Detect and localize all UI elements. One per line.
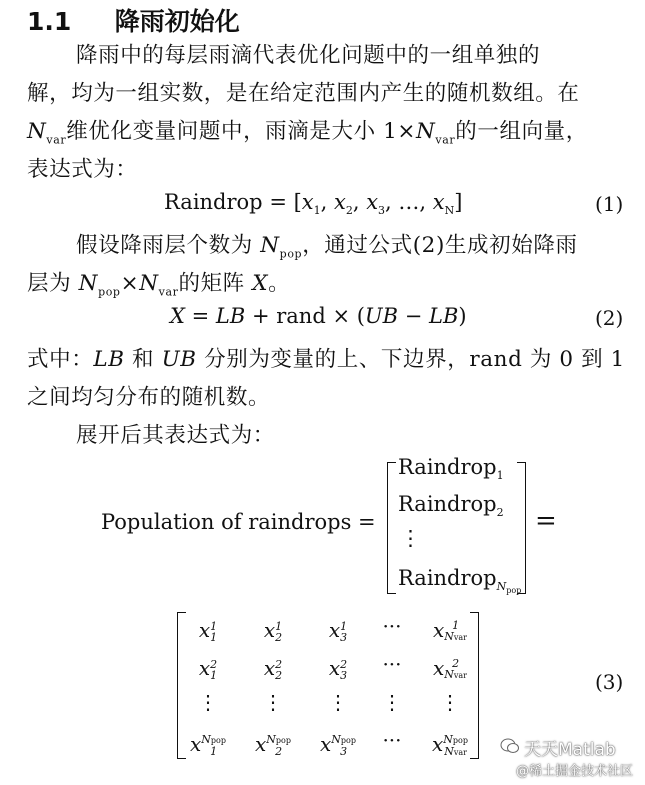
eq3-row-4 [398, 566, 522, 596]
var-n2: N [416, 119, 436, 144]
eq3-row-2 [398, 492, 504, 520]
matrix-vdots-2: ⋮ [328, 690, 348, 714]
eq1-lhs: Raindrop [164, 190, 263, 214]
matrix-sub: 1 [210, 668, 218, 682]
matrix-hdots-3: ··· [382, 728, 402, 752]
matrix-cell-3-0 [178, 732, 238, 757]
eq3-equals: = [535, 506, 557, 536]
eq3-row4-sub: N [496, 580, 507, 594]
matrix-sub: 2 [275, 630, 283, 644]
eq1-x1: x [301, 190, 314, 214]
eq1-x2: x [333, 190, 346, 214]
eq2-number: (2) [595, 306, 624, 330]
matrix-x: x [190, 732, 202, 756]
para2-l2-times: × [120, 271, 140, 296]
matrix-vdots-4: ⋮ [440, 690, 460, 714]
matrix-x: x [198, 618, 211, 642]
matrix-cell-0-4 [420, 618, 480, 643]
para2-l2-b: 的矩阵 [178, 271, 253, 296]
para2-l2-sub: pop [98, 285, 121, 299]
section-title: 降雨初始化 [114, 7, 240, 36]
eq1-number: (1) [595, 192, 624, 216]
eq2-close: ) [458, 304, 467, 328]
para3-l1-a: 式中： [27, 347, 94, 372]
matrix-x: x [255, 732, 267, 756]
eq1-xn: x [432, 190, 445, 214]
matrix-x: x [432, 656, 445, 680]
equation-2 [170, 304, 467, 328]
para2-l2-X: X [252, 271, 269, 296]
section-number: 1.1 [27, 7, 72, 36]
para2-l2-var2: N [139, 271, 159, 296]
matrix-x: x [432, 732, 444, 756]
matrix-x: x [328, 656, 341, 680]
para3-UB: UB [161, 347, 197, 372]
matrix-sub: Nvar [444, 668, 468, 681]
eq3-row2-sub: 2 [496, 506, 504, 520]
eq2-minus: − [398, 304, 430, 328]
section-heading [27, 2, 240, 38]
matrix-sup: 2 [275, 657, 283, 671]
matrix-sub: 1 [210, 745, 218, 758]
matrix-x: x [263, 656, 276, 680]
matrix-sup: Npop [331, 733, 356, 746]
eq2-LB: LB [215, 304, 246, 328]
eq3-number: (3) [595, 670, 624, 694]
matrix-cell-1-1 [243, 656, 303, 681]
matrix-sup: Npop [443, 732, 468, 746]
matrix-sub: 3 [340, 745, 348, 758]
eq3-row4-text: Raindrop [398, 566, 497, 590]
var-n2-sub: var [435, 133, 456, 147]
eq2-X: X [170, 304, 185, 328]
eq1-xn-sub: N [444, 204, 455, 218]
wechat-icon [500, 736, 520, 756]
var-n: N [27, 119, 47, 144]
eq1-x2-sub: 2 [345, 204, 353, 218]
matrix-cell-0-2 [308, 618, 368, 643]
para1-line2: 解，均为一组实数，是在给定范围内产生的随机数组。在 [27, 81, 580, 106]
matrix-subsub: var [453, 747, 468, 757]
para2-l1-a: 假设降雨层个数为 [76, 233, 261, 258]
para3-line1 [27, 342, 625, 373]
matrix-cell-3-1 [243, 732, 303, 757]
eq2-plus: + rand × ( [245, 304, 365, 328]
eq2-eq: = [184, 304, 216, 328]
matrix-cell-1-2 [308, 656, 368, 681]
eq1-close: ] [454, 190, 463, 214]
eq1-x3-sub: 3 [378, 204, 386, 218]
matrix-vdots-1: ⋮ [263, 690, 283, 714]
eq2-LB2: LB [429, 304, 459, 328]
eq3-row2-text: Raindrop [398, 492, 497, 516]
para2-l2-a: 层为 [27, 271, 79, 296]
matrix-vdots-3: ⋮ [382, 690, 402, 714]
matrix-supsub: pop [210, 736, 226, 745]
para3-l1-b: 和 [124, 347, 162, 372]
matrix-sup: 2 [210, 657, 218, 671]
matrix-x: x [328, 618, 341, 642]
para3-line2: 之间均匀分布的随机数。 [27, 385, 271, 410]
matrix-sup: 1 [340, 619, 348, 633]
matrix-sub: 1 [210, 630, 218, 644]
matrix-sup: Npop [266, 733, 291, 746]
matrix-sup: 1 [275, 619, 283, 633]
matrix-sub: Nvar [444, 744, 468, 758]
matrix-sup: 2 [340, 657, 348, 671]
matrix-sup: 2 [452, 657, 460, 670]
matrix-sup: 1 [210, 619, 218, 633]
para1-line1: 降雨中的每层雨滴代表优化问题中的一组单独的 [76, 43, 541, 68]
matrix-sup: 1 [452, 619, 460, 632]
matrix-sub: 2 [275, 668, 283, 682]
matrix-sub: 3 [340, 668, 348, 682]
watermark-title: 天天Matlab [524, 740, 616, 760]
eq1-open: = [ [269, 190, 302, 214]
para1-line3-text: 维优化变量问题中，雨滴是大小 1× [66, 119, 416, 144]
para2-l2-sub2: var [158, 285, 179, 299]
matrix-cell-1-0 [178, 656, 238, 681]
matrix-supsub: pop [340, 736, 356, 745]
para2-line2 [27, 266, 290, 297]
matrix-cell-0-0 [178, 618, 238, 643]
para2-l1-sub: pop [279, 247, 303, 261]
matrix-x: x [432, 618, 445, 642]
eq2-UB: UB [364, 304, 399, 328]
eq1-x1-sub: 1 [313, 204, 321, 218]
matrix-subsub: var [453, 633, 468, 642]
eq3-row4-subsub: pop [506, 586, 522, 596]
matrix-x: x [263, 618, 276, 642]
eq3-row1-sub: 1 [496, 469, 504, 483]
para2-l1-var: N [260, 233, 280, 258]
para4-line1: 展开后其表达式为： [76, 423, 275, 448]
eq3-row-3: ⋮ [400, 526, 421, 550]
eq1-x3: x [366, 190, 379, 214]
eq3-left-bracket [387, 462, 396, 594]
eq1-dots: … [398, 190, 420, 214]
para1-line4: 表达式为： [27, 157, 138, 182]
matrix-supsub: pop [275, 736, 291, 745]
para3-LB: LB [93, 347, 125, 372]
matrix-x: x [198, 656, 211, 680]
matrix-sup: Npop [201, 733, 226, 746]
matrix-hdots-0: ··· [382, 614, 402, 638]
para2-l2-c: 。 [268, 271, 291, 296]
matrix-hdots-1: ··· [382, 652, 402, 676]
para2-l2-var: N [78, 271, 99, 296]
matrix-sub: Nvar [444, 630, 468, 643]
equation-1: Raindrop = [$x_1$, $x_2$, $x_3$, …, $x_N$] [164, 190, 463, 218]
para1-line3-tail: 的一组向量， [455, 119, 588, 144]
eq3-row-1 [398, 455, 504, 483]
matrix-x: x [320, 732, 332, 756]
matrix-sub: 3 [340, 630, 348, 644]
var-n-sub: var [46, 133, 67, 147]
watermark-subtitle: @稀土掘金技术社区 [516, 764, 634, 779]
eq3-lhs: Population of raindrops = [101, 510, 376, 534]
matrix-supsub: pop [452, 735, 468, 745]
para1-line3 [27, 114, 588, 145]
matrix-cell-3-2 [308, 732, 368, 757]
para3-l1-c: 分别为变量的上、下边界，rand 为 0 到 1 [196, 347, 625, 372]
para2-l1-b: ，通过公式(2)生成初始降雨 [302, 233, 578, 258]
eq3-row1-text: Raindrop [398, 455, 497, 479]
para2-line1 [76, 228, 578, 259]
matrix-vdots-0: ⋮ [198, 690, 218, 714]
matrix-cell-1-4 [420, 656, 480, 681]
matrix-cell-3-4 [420, 732, 480, 758]
matrix-subsub: var [453, 671, 468, 680]
matrix-cell-0-1 [243, 618, 303, 643]
matrix-sub: 2 [275, 745, 283, 758]
